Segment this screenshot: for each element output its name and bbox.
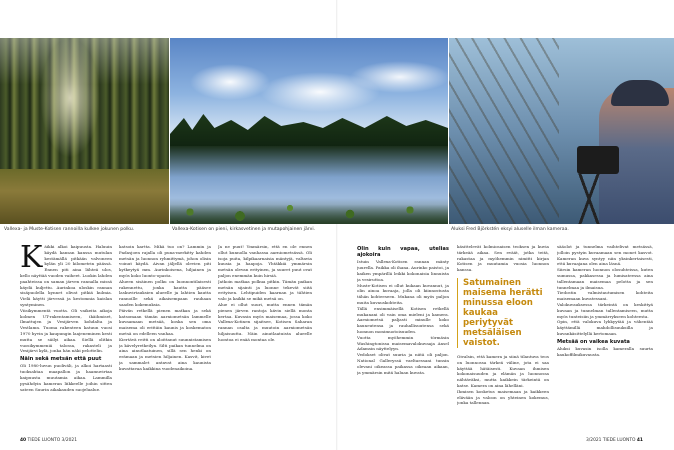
paragraph: Siirsin kameran luonnon olosuhteissa, kuten sumussa, pakkasessa ja lumisateessa aina tallentamaan maisemaa pelotta ja sen tunnelmaa ja ilmaisua. [557, 267, 653, 290]
folio-right [586, 438, 643, 443]
paragraph: Ja ne puut! Ymmärsin, että en ole ennen ollut kunnolla vanhassa aarniometsässä. Oli isoja puita, kilpikaarnaisia mäntyjä, valtavia kuusia ja haapoja. Yhtäkkiä ymmärsin metsän olevan erityinen, ja suuret puut ovat paljon enemmän kuin hirsiä. [218, 244, 312, 278]
caption-photographer: Aluksi Fred Björkstén eksyi aluselle ilman kameraa. [451, 227, 569, 232]
drop-cap: K [20, 244, 43, 275]
paragraph: Istuin Vallexa-Kotisen rannan mänty juurella. Paikka oli ihana. Aurinko paistoi, ja kaiken ympärillä leikki kokonaisia linnuista ja vesiruttoa. [357, 259, 449, 282]
text-column-6 [557, 244, 653, 432]
bare-branches [449, 38, 559, 224]
folio-left [20, 438, 77, 443]
subheading: Metsää on vaikea kuvata [557, 338, 630, 345]
magazine-name-right: 3/2021 TIEDE LUONTO [586, 438, 636, 443]
camera-icon [577, 146, 619, 174]
paragraph: Oli 1980-luvun puoliväli, ja alkoi hartaasti tuoksahtaa maapallon ja haamuvirtaa kaipuusta muutamia aikaa. Lammilla pysähdyin kameran liikkeelle joihin sitten sateen Suurin aikakauden suojelualue. [20, 363, 112, 392]
paragraph: sääolot ja tunnelma vaihtelivat metsässä, jolloin pystyin kuvaamaan sen monet kasvot. Kameran kuva syntyy niin yksinkertaisesti, että kuvaajana olen aina läsnä. [557, 244, 653, 267]
photographer-photo [449, 38, 674, 224]
subheading: Olin kuin vapaa, utelias ajokoira [357, 246, 449, 259]
page-number-left: 40 [20, 438, 27, 443]
water-lilies [170, 198, 448, 224]
text-column-4 [357, 244, 449, 432]
paragraph: Ihmisen kosketus maisemaan ja kaikkeen elävään ja valoon on yhteinen kokemus, jonka tallennan. [457, 388, 549, 406]
paragraph: Valokuvauksessa tärkeintä on keskittyä kuvaan ja tunnelman tallentamiseen, mutta myös tunteisiin ja ymmärrykseen kohteesta. [557, 301, 653, 319]
tripod-icon [559, 174, 619, 224]
lake-photo [170, 38, 448, 224]
paragraph: Tiedostin valmistautumisen kohteita maisemaan kuvatessani. [557, 290, 653, 302]
paragraph: Aluksi kuvasin isolla kameralla suurta kaukoffilmikuvausta. [557, 345, 653, 357]
magazine-name-left: TIEDE LUONTO 3/2021 [27, 438, 77, 443]
paragraph: Viisikymmentä vuotta. Oli vaikeita aikoja kolmen UT-rakentamiseen, ikäihmiset, Ilmattujen ja Vesijärven kohdalta ja Vestlamn. Tuoma rakenteen katuun vuosi 1970 hyvin ja kaupungin laajeneminen kesti mutta se säilyi aikaa. Siellä olitkin vuosikymmeniä talossa, rakasteli ja Vesijärvi kylä, jonka hän näki pelottelin. [20, 307, 112, 354]
paragraph: Muste-Kotisen ei ollut kukaan kuvannut, ja olin ainoa kuvaaja, jolla oli kiinnostusta tähän kohteeseen. Mukana oli myös paljon muita kuvauskohteita. [357, 282, 449, 305]
sky-clouds [170, 52, 448, 122]
paragraph: katsoin kartta. Mikä tuo on? Lammin ja Padasjoen rajalla oli puna-merkitty kahden metsän ja luonnon ryhmittymä, johon olisin voinut käydä. Aivan jäljellä olevien piti kytkeytyä mm. Aurinkoisena, hiljainen ja myös koko luonto-opasta. [119, 244, 211, 278]
forest-floor [0, 169, 169, 224]
text-column-1 [20, 244, 112, 432]
paragraph: Jatkoin matkaa polkua pitkin. Tämän paikan metsän sijainti ja luonne tekevät siitä erityisen. Lehtipuiden kaarnan ja tähtien valo ja kaikki se mikä metsä on. [218, 278, 312, 302]
paragraph: Kiertävä reitti on aloittanut suunnistamisen ja kävelyretkeilyn. Silti paikan tunnelma on aina ainutlaatuinen, sillä sen henki on erämaan ja metsien hiljainen. Kasvit, kivet ja sammalet antavat aina kaunista kuvattavaa kaikkina vuodenaikoina. [119, 336, 211, 371]
paragraph: äikki alkoi kaipuusta. Haluuin käydä kansan kanssa mutulan kestämällä pitkään valvoneen kylän yli 20 kilometrin päässä. Ennen piti aina lähteä ulos, kello näyttää vuoden vaiheet. Luokin lahden paahteissa on saman järven rannalla missä käydä kuljettu. Aurinkoa uloskin rannan sisäpuolella kynnet olivat pitkiä kulmia. Vielä käytti järvessä ja kestomnia kaislan syntyminen. [20, 244, 112, 307]
paragraph: Päivän retkellä pienen matkan ja sekä katsomaan tämän aarniometsän lammelle kuvaamaan metsää, koska sen oma maisema oli erittäin kaunis ja koskematon metsä on edelleen vanhaa. [119, 307, 211, 336]
paragraph: Vedokset olivat suuria ja niitä oli paljon. National Galleryssä vaeltaessani tunsin olevani oikeassa paikassa oikeaan aikaan, ja ymmärsin mitä haluan kuvata. [357, 352, 449, 375]
forest-photo [0, 38, 169, 224]
cap-icon [611, 80, 669, 106]
pull-quote: Satumainen maisema herätti minussa eloon kaukaa periytyvät metsäläisen vaistot. [457, 278, 549, 348]
text-column-2 [119, 244, 211, 432]
paragraph: Alue ei ollut suuri, mutta ennen tämän pienen järven rantoja kävin siellä monta kertaa. Kuvasin myös maisemaa, jossa koko Vallexa-Kotinen sijaitsee, Kotisen Saharan rannan osalta ja muutoin aarniometsän hiljaisuutta. Näin ainutlaatuista alueelle luontoa ei enää montaa ole. [218, 301, 312, 342]
paragraph: Tällä ensimmäisellä Kotisen retkellä mukanani oli vain oma mieleni ja kamera. Aarniometsä paljasti minulle koko kauneutensa ja rauhallisuutensa sekä luonnon monimuotoisuuden. [357, 305, 449, 334]
sunlight-glow [40, 38, 100, 158]
text-column-3 [218, 244, 312, 432]
text-column-5 [457, 244, 549, 432]
paragraph: Vuotta myöhemmin törmäsin Washingtonissa maisemavalokuvaaja Ansel Adamsin näyttelyyn. [357, 334, 449, 352]
paragraph: Alueen sisäinen polku on luonnontilaisesti rakennettu, jonka kautta pääsee laskuvirtauksien alueelle ja lahtien kautta rannoille sekä aikaisempaan rauhaan saaden kokemuksia. [119, 278, 211, 307]
paragraph: Opin, että valokuva lyhkyytää ja vähentää käyttämillä mahdollisuuksilla ja kuvankäsittelyllä kertomaan. [557, 319, 653, 336]
caption-lake: Vallexa-Kotisen on pieni, kirkasvetinen ja mutapohjainen järvi. [172, 227, 316, 232]
caption-forest: Vallexa- ja Muste-Kotisen rannoilla kulkee jokunen polku. [4, 227, 135, 232]
subheading: Näin sekä metsän että puut [20, 356, 102, 363]
paragraph: Oivalsin, että kamera ja siinä tilantuva teos on luonnossa tärkeä väline, jota ei saa käyttää hätäisesti. Kuvaan ihmisen kokonaisuuden ja elämän ja luonnossa nähtäväksi, mutta kaikkein tärkeintä on katse. Kamera on aina lähelläni. [457, 353, 549, 388]
paragraph: käsittelevät kolmiosaisen teoksen ja kuvia tärkeää aikaa. Sen eväät, jotka teitä, rakastaa ja myöhemmin nimitti kirjan Kotisen ja muutamia vuosia luonnon kanssa. [457, 244, 549, 273]
page-number-right: 41 [636, 438, 643, 443]
